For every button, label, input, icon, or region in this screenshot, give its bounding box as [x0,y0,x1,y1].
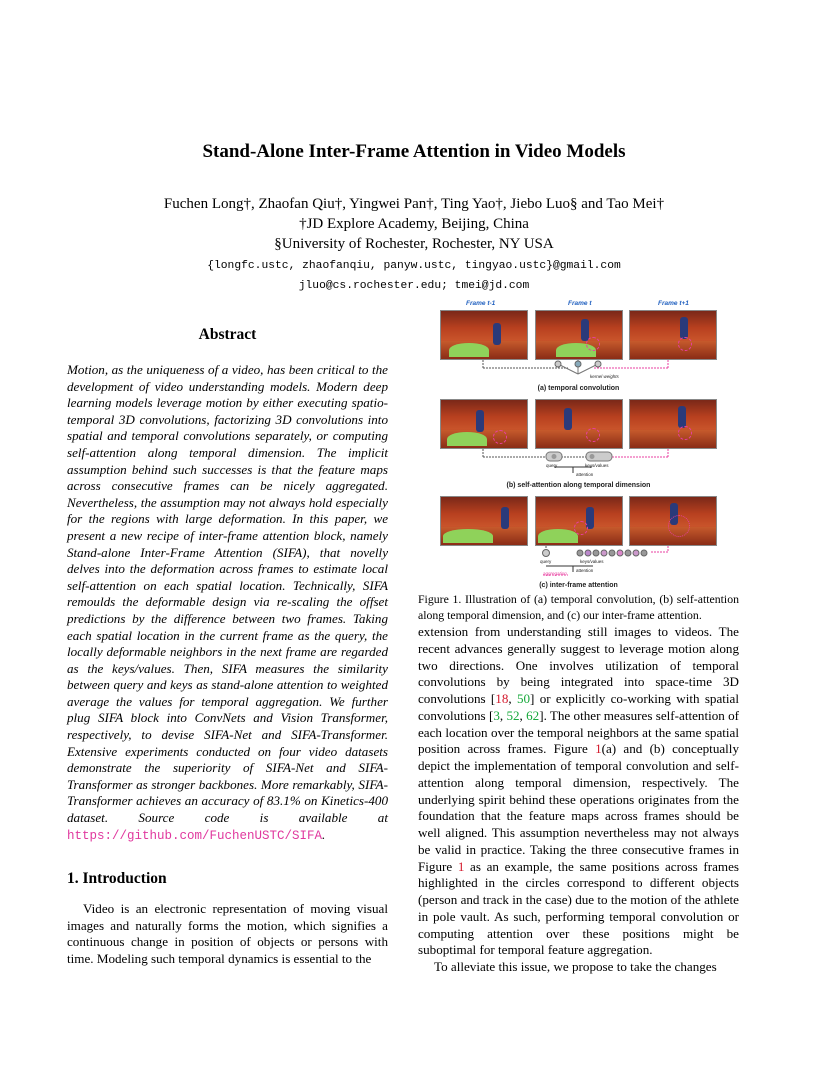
intro-paragraph [67,901,388,968]
frame-a-1 [440,310,528,360]
keys-values-label-c: keys/values [580,559,604,564]
citation-3[interactable]: 3 [493,707,500,723]
intro-paragraph-3: To alleviate this issue, we propose to take the changes [434,959,717,974]
frame-b-2 [535,399,623,449]
frame-b-3 [629,399,717,449]
citation-comma: , [499,707,507,723]
paper-title: Stand-Alone Inter-Frame Attention in Video Models [202,141,626,162]
frame-a-3 [629,310,717,360]
subcaption-b: (b) self-attention along temporal dimension [506,482,651,489]
figure-ref-1[interactable]: 1 [595,741,602,757]
inter-frame-attention-diagram [418,544,739,580]
query-label-c: query [540,559,552,564]
citation-comma: , [519,707,527,723]
subcaption-a: (a) temporal convolution [537,385,620,392]
attention-label-c: attention [576,568,594,573]
abstract-body [67,362,388,844]
text-seg-5: as an example, the same positions across frames highlighted in the circles correspond to different objects (person and track in the case) due to the motion of the athlete in pole vault. As such, performing temporal convolution or computing attention over these positions might be suboptimal for temporal feature aggregation. [418,858,739,958]
frame-c-1 [440,496,528,546]
frame-label-t-minus-1: Frame t-1 [466,300,496,307]
citation-18[interactable]: 18 [495,691,509,706]
author-block [0,194,828,254]
frame-c-3 [629,496,717,546]
email-line-2: jluo@cs.rochester.edu; tmei@jd.com [298,280,530,292]
keys-values-label-b: keys/values [585,463,609,468]
abstract-text: Motion, as the uniqueness of a video, has been critical to the development of video understanding models. Modern deep learning models leverage motion by either executing spatio-temporal 3D convolutions, factorizing 3D convolutions into spatial and temporal convolutions separately, or computing self-attention along temporal dimension. The implicit assumption behind such successes is that the feature maps across consecutive frames can be nicely aggregated. Nevertheless, the assumption may not always hold especially for the regions with large deformation. In this paper, we present a new recipe of inter-frame attention block, namely Stand-alone Inter-Frame Attention (SIFA), that novelly delves into the deformation across frames to estimate local self-attention on each spatial location. Technically, SIFA remoulds the deformable design via re-scaling the offset predictions by the difference between two frames. Taking each spatial location in the current frame as the query, the locally deformable neighbors in the next frame are regarded as the keys/values. Then, SIFA measures the similarity between query and keys as stand-alone attention to weighted average the values for temporal aggregation. We further plug SIFA block into ConvNets and Vision Transformer, respectively, to devise SIFA-Net and SIFA-Transformer. Extensive experiments conducted on four video datasets demonstrate the superiority of SIFA-Net and SIFA-Transformer as stronger backbones. More remarkably, SIFA-Transformer achieves an accuracy of 83.1% on Kinetics-400 dataset. Source code is available at [67,362,388,826]
frame-label-t: Frame t [568,300,592,307]
aggregation-label: aggregation [543,571,567,576]
text-seg-1: extension from understanding still images to videos. The recent advances generally suggest to leverage motion along two directions. One involves utilization of temporal convolutions by being integrated into space-time 3D convolutions [ [418,624,739,706]
text-seg-2: ] or explicitly co-working with spatial convolutions [ [418,691,739,723]
abstract-end: . [322,826,326,842]
query-label-b: query [546,463,558,468]
abstract-heading: Abstract [198,326,257,343]
citation-62[interactable]: 62 [526,707,540,723]
code-link[interactable]: https://github.com/FuchenUSTC/SIFA [67,828,323,843]
section-heading-introduction: 1. Introduction [67,870,167,887]
subcaption-c: (c) inter-frame attention [539,582,618,589]
intro-continued [418,624,739,976]
frame-b-1 [440,399,528,449]
text-seg-4: (a) and (b) conceptually depict the implementation of temporal convolution and self-attention along temporal dimension, respectively. The underlying spirit behind these operations originates from the foundation that the feature maps across frames should be well aligned. This assumption nevertheless may not always be valid in practice. Taking the three consecutive frames in Figure [418,741,739,874]
frame-c-2 [535,496,623,546]
affiliation-rochester: §University of Rochester, Rochester, NY USA [274,236,554,252]
kernel-weights-label: kernel weights [590,374,619,379]
frame-label-t-plus-1: Frame t+1 [658,300,689,307]
text-seg-3: ]. The other measures self-attention of each location over the temporal neighbors at the same spatial position across frames. Figure [418,707,740,757]
frame-a-2 [535,310,623,360]
citation-50[interactable]: 50 [516,691,531,706]
attention-label-b: attention [576,472,594,477]
figure-ref-1b[interactable]: 1 [457,858,465,874]
email-line-1: {longfc.ustc, zhaofanqiu, panyw.ustc, tingyao.ustc}@gmail.com [207,260,621,272]
affiliation-jd: †JD Explore Academy, Beijing, China [299,216,529,232]
kernel-diagram [418,358,739,388]
citation-52[interactable]: 52 [506,707,520,723]
email-block [0,256,828,296]
intro-paragraph-2 [418,624,739,959]
figure-1 [418,296,739,592]
author-list: Fuchen Long†, Zhaofan Qiu†, Yingwei Pan†, Ting Yao†, Jiebo Luo§ and Tao Mei† [163,196,665,212]
citation-comma: , [508,691,517,706]
intro-text: Video is an electronic representation of moving visual images and naturally forms the motion, which signifies a continuous change in position of objects or persons with time. Modeling such temporal dynamics is essential to the [67,901,388,967]
figure-1-caption: Figure 1. Illustration of (a) temporal convolution, (b) self-attention along temporal dimension, and (c) our inter-frame attention. [418,592,739,622]
